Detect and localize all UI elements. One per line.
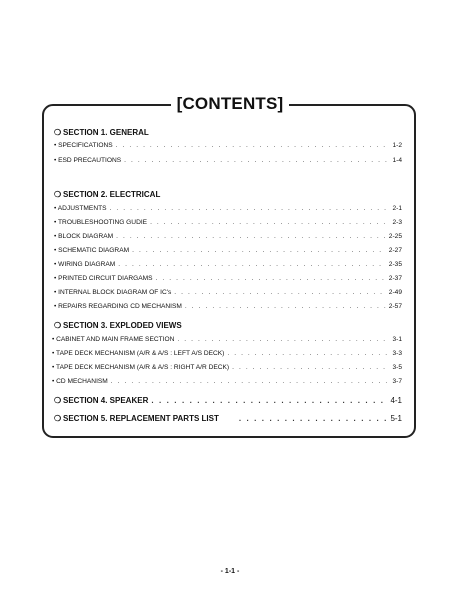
circle-bullet-icon: ❍ xyxy=(54,128,62,137)
toc-entry-text: SPECIFICATIONS xyxy=(58,142,113,149)
toc-entry[interactable] xyxy=(54,204,402,213)
dot-leader xyxy=(116,232,386,241)
toc-entry[interactable] xyxy=(54,218,402,227)
contents-title: [CONTENTS] xyxy=(171,92,290,116)
toc-entry-page: 2-37 xyxy=(388,275,402,282)
toc-entry-label: • SCHEMATIC DIAGRAM xyxy=(54,247,130,254)
toc-entry-page: 2-27 xyxy=(388,247,402,254)
circle-bullet-icon: ❍ xyxy=(54,321,62,330)
toc-entry-page: 3-3 xyxy=(392,350,402,357)
toc-entry-label: • REPAIRS REGARDING CD MECHANISM xyxy=(54,303,182,310)
section-3-title: SECTION 3. EXPLODED VIEWS xyxy=(63,321,182,330)
section-3-heading xyxy=(54,321,182,331)
toc-entry-text: REPAIRS REGARDING CD MECHANISM xyxy=(58,303,182,310)
circle-bullet-icon: ❍ xyxy=(54,414,62,423)
dot-leader xyxy=(185,302,386,311)
toc-entry[interactable] xyxy=(52,349,402,358)
toc-entry-page: 3-5 xyxy=(392,364,402,371)
toc-entry-page: 2-3 xyxy=(392,219,402,226)
toc-entry-label: • CABINET AND MAIN FRAME SECTION xyxy=(52,336,175,343)
dot-leader xyxy=(111,377,390,386)
toc-entry-label: • INTERNAL BLOCK DIAGRAM OF IC's xyxy=(54,289,172,296)
toc-entry-label: • PRINTED CIRCUIT DIARGAMS xyxy=(54,275,153,282)
page-number: - 1-1 - xyxy=(220,568,240,575)
toc-entry-text: WIRING DIAGRAM xyxy=(58,261,116,268)
toc-entry[interactable] xyxy=(54,288,402,297)
section-4-title: SECTION 4. SPEAKER xyxy=(63,396,149,405)
toc-entry-label: • TROUBLESHOOTING GUDIE xyxy=(54,219,148,226)
circle-bullet-icon: ❍ xyxy=(54,190,62,199)
toc-entry-label: • SPECIFICATIONS xyxy=(54,142,113,149)
toc-entry-page: 2-49 xyxy=(388,289,402,296)
section-4-entry[interactable] xyxy=(54,396,402,406)
toc-entry-label: • BLOCK DIAGRAM xyxy=(54,233,114,240)
section-4-page: 4-1 xyxy=(390,396,402,405)
toc-entry-page: 1-4 xyxy=(392,157,402,164)
toc-entry-page: 3-1 xyxy=(392,336,402,343)
toc-entry-text: CABINET AND MAIN FRAME SECTION xyxy=(56,336,175,343)
dot-leader xyxy=(150,218,389,227)
toc-entry[interactable] xyxy=(54,274,402,283)
toc-entry-text: ESD PRECAUTIONS xyxy=(58,157,122,164)
toc-entry-text: SCHEMATIC DIAGRAM xyxy=(58,247,130,254)
section-1-title: SECTION 1. GENERAL xyxy=(63,128,149,137)
toc-entry-label: • WIRING DIAGRAM xyxy=(54,261,116,268)
dot-leader xyxy=(132,246,386,255)
toc-entry-text: TROUBLESHOOTING GUDIE xyxy=(58,219,148,226)
toc-entry[interactable] xyxy=(52,335,402,344)
toc-entry-page: 2-1 xyxy=(392,205,402,212)
dot-leader xyxy=(227,349,389,358)
section-5-title: SECTION 5. REPLACEMENT PARTS LIST xyxy=(63,414,219,423)
toc-entry[interactable] xyxy=(54,232,402,241)
dot-leader xyxy=(177,335,389,344)
toc-entry[interactable] xyxy=(54,302,402,311)
section-5-page: 5-1 xyxy=(390,414,402,423)
toc-entry-page: 2-25 xyxy=(388,233,402,240)
toc-entry[interactable] xyxy=(54,141,402,150)
dot-leader xyxy=(118,260,386,269)
toc-entry[interactable] xyxy=(52,377,402,386)
toc-entry-page: 1-2 xyxy=(392,142,402,149)
dot-leader xyxy=(124,156,389,165)
dot-leader xyxy=(174,288,386,297)
toc-entry-text: CD MECHANISM xyxy=(56,378,108,385)
toc-entry-text: BLOCK DIAGRAM xyxy=(58,233,114,240)
toc-entry-page: 2-35 xyxy=(388,261,402,268)
section-5-entry[interactable] xyxy=(54,414,402,424)
toc-entry-page: 3-7 xyxy=(392,378,402,385)
section-2-heading xyxy=(54,190,160,200)
section-2-title: SECTION 2. ELECTRICAL xyxy=(63,190,161,199)
section-4-heading xyxy=(54,396,148,406)
toc-entry-label: • ESD PRECAUTIONS xyxy=(54,157,122,164)
toc-entry-page: 2-57 xyxy=(388,303,402,310)
toc-entry-text: TAPE DECK MECHANISM (A/R & A/S : LEFT A/S DECK) xyxy=(56,350,225,357)
toc-entry[interactable] xyxy=(54,260,402,269)
toc-entry[interactable] xyxy=(54,156,402,165)
dot-leader xyxy=(110,204,390,213)
toc-entry-label: • TAPE DECK MECHANISM (A/R & A/S : LEFT A/S DECK) xyxy=(52,350,225,357)
dot-leader xyxy=(232,363,389,372)
dot-leader xyxy=(239,414,388,424)
dot-leader xyxy=(116,141,390,150)
section-5-heading xyxy=(54,414,219,424)
toc-entry-label: • ADJUSTMENTS xyxy=(54,205,107,212)
toc-entry[interactable] xyxy=(54,246,402,255)
dot-leader xyxy=(151,396,387,406)
toc-entry-label: • CD MECHANISM xyxy=(52,378,108,385)
section-1-heading xyxy=(54,128,149,138)
toc-entry[interactable] xyxy=(52,363,402,372)
circle-bullet-icon: ❍ xyxy=(54,396,62,405)
toc-entry-text: TAPE DECK MECHANISM (A/R & A/S : RIGHT A/R DECK) xyxy=(56,364,230,371)
dot-leader xyxy=(156,274,386,283)
toc-entry-text: INTERNAL BLOCK DIAGRAM OF IC's xyxy=(58,289,172,296)
toc-entry-text: PRINTED CIRCUIT DIARGAMS xyxy=(58,275,153,282)
toc-entry-label: • TAPE DECK MECHANISM (A/R & A/S : RIGHT A/R DECK) xyxy=(52,364,230,371)
toc-entry-text: ADJUSTMENTS xyxy=(57,205,107,212)
